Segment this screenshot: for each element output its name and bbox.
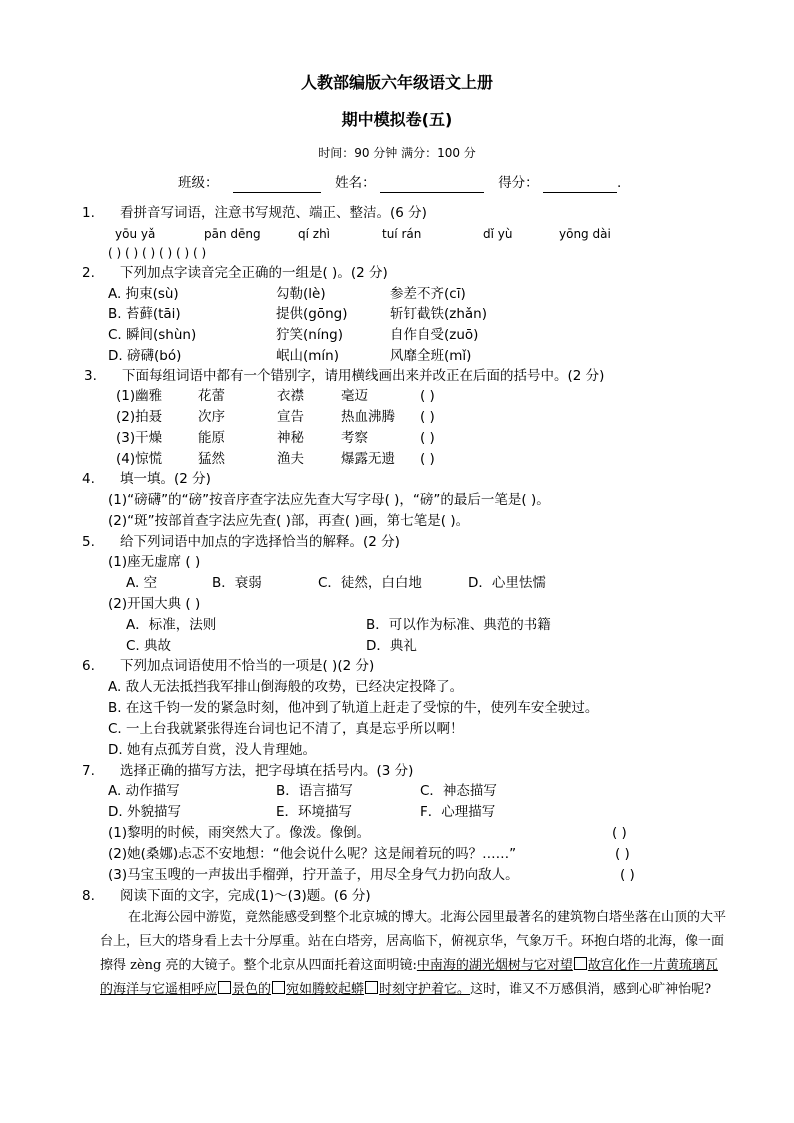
q1-stem: 看拼音写词语，注意书写规范、端正、整洁。(6 分) bbox=[120, 205, 427, 221]
q3-row2-w1: (2)拍聂 bbox=[116, 409, 163, 425]
q3-row4-w4: 爆露无遗 bbox=[341, 451, 395, 467]
q1-pinyin-2: pān dēng bbox=[204, 227, 261, 241]
q3-row2-w3: 宣告 bbox=[277, 409, 304, 425]
q7-method-d: D. 外貌描写 bbox=[108, 804, 181, 820]
q2-option-b-word2: 提供(gōng) bbox=[276, 306, 348, 322]
q7-method-a: A. 动作描写 bbox=[108, 783, 180, 799]
reading-passage bbox=[100, 906, 730, 1002]
q3-row3-w4: 考察 bbox=[341, 430, 368, 446]
q5-sub1-opt-c: C．徒然，白白地 bbox=[318, 575, 422, 591]
underlined-phrase-5: 时刻守护着它。 bbox=[379, 982, 471, 997]
exam-meta: 时间：90 分钟 满分：100 分 bbox=[318, 146, 476, 160]
q7-item-1: (1)黎明的时候，雨突然大了。像泼。像倒。 bbox=[108, 825, 371, 841]
q3-row1-w2: 花蕾 bbox=[198, 388, 225, 404]
underlined-phrase-2: 故宫化作一片黄琉璃瓦的海洋与它遥相呼应 bbox=[100, 958, 718, 997]
name-label: 姓名： bbox=[335, 175, 376, 191]
q1-pinyin-1: yōu yǎ bbox=[115, 227, 156, 241]
q2-option-b-word3: 斩钉截铁(zhǎn) bbox=[390, 306, 488, 322]
q3-row4-answer[interactable]: ( ) bbox=[420, 451, 435, 467]
q3-row4-w2: 猛然 bbox=[198, 451, 225, 467]
q2-number: 2. bbox=[82, 265, 95, 281]
q7-item-2: (2)她(桑娜)忐忑不安地想：“他会说什么呢？这是闹着玩的吗？……” bbox=[108, 846, 517, 862]
q3-row1-w4: 毫迈 bbox=[341, 388, 368, 404]
punctuation-blank-4[interactable] bbox=[365, 981, 378, 994]
q2-option-a-word2: 勾勒(lè) bbox=[276, 286, 326, 302]
q7-number: 7. bbox=[82, 763, 95, 779]
class-label: 班级： bbox=[178, 175, 219, 191]
q2-stem: 下列加点字读音完全正确的一组是( )。(2 分) bbox=[120, 265, 388, 281]
q6-option-d: D. 她有点孤芳自赏，没人肯理她。 bbox=[108, 742, 316, 758]
q2-option-d: D. 磅礴(bó) bbox=[108, 348, 182, 364]
q6-option-b: B. 在这千钧一发的紧急时刻，他冲到了轨道上赶走了受惊的牛，使列车安全驶过。 bbox=[108, 700, 599, 716]
q3-row1-w1: (1)幽雅 bbox=[116, 388, 163, 404]
q3-row2-w2: 次序 bbox=[198, 409, 225, 425]
exam-title: 人教部编版六年级语文上册 bbox=[300, 73, 493, 92]
q3-row1-w3: 衣襟 bbox=[277, 388, 304, 404]
q7-item-2-answer[interactable]: ( ) bbox=[615, 846, 630, 862]
q1-pinyin-3: qí zhì bbox=[298, 227, 331, 241]
q1-pinyin-5: dǐ yù bbox=[483, 227, 513, 241]
q6-option-a: A. 敌人无法抵挡我军排山倒海般的攻势，已经决定投降了。 bbox=[108, 679, 464, 695]
q5-sub2-opt-a: A．标准，法则 bbox=[126, 617, 217, 633]
q3-row3-answer[interactable]: ( ) bbox=[420, 430, 435, 446]
q4-number: 4. bbox=[82, 471, 95, 487]
q3-row2-w4: 热血沸腾 bbox=[341, 409, 395, 425]
q5-sub1-opt-b: B．衰弱 bbox=[212, 575, 262, 591]
q6-stem: 下列加点词语使用不恰当的一项是( )(2 分) bbox=[120, 658, 375, 674]
q5-sub2: (2)开国大典 ( ) bbox=[108, 596, 201, 612]
q3-row4-w3: 渔夫 bbox=[277, 451, 304, 467]
underlined-phrase-4: 宛如腾蛟起蟒 bbox=[286, 982, 365, 997]
q1-pinyin-4: tuí rán bbox=[382, 227, 422, 241]
q2-option-b: B. 苔藓(tāi) bbox=[108, 306, 181, 322]
score-label: 得分： bbox=[498, 175, 539, 191]
q6-option-c: C. 一上台我就紧张得连台词也记不清了，真是忘乎所以啊！ bbox=[108, 721, 464, 737]
q7-item-3-answer[interactable]: ( ) bbox=[620, 867, 635, 883]
underlined-phrase-1: 中南海的湖光烟树与它对望 bbox=[416, 958, 573, 973]
punctuation-blank-3[interactable] bbox=[272, 981, 285, 994]
class-blank[interactable] bbox=[233, 177, 321, 193]
q5-sub2-opt-d: D．典礼 bbox=[366, 638, 417, 654]
q3-stem: 下面每组词语中都有一个错别字，请用横线画出来并改正在后面的括号中。(2 分) bbox=[122, 368, 605, 384]
q5-number: 5. bbox=[82, 534, 95, 550]
q2-option-c-word2: 狞笑(níng) bbox=[276, 327, 343, 343]
q3-row2-answer[interactable]: ( ) bbox=[420, 409, 435, 425]
q3-row3-w1: (3)干燥 bbox=[116, 430, 163, 446]
q2-option-d-word2: 岷山(mín) bbox=[276, 348, 339, 364]
name-blank[interactable] bbox=[380, 177, 484, 193]
passage-text-2: 这时，谁又不万感俱消，感到心旷神怡呢? bbox=[470, 982, 712, 997]
student-info-row: 班级： 姓名： 得分： . bbox=[178, 175, 622, 191]
q8-number: 8. bbox=[82, 888, 95, 904]
q5-stem: 给下列词语中加点的字选择恰当的解释。(2 分) bbox=[120, 534, 400, 550]
score-blank[interactable] bbox=[543, 177, 617, 193]
underlined-phrase-3: 景色的 bbox=[232, 982, 272, 997]
q3-row3-w2: 能原 bbox=[198, 430, 225, 446]
q1-number: 1. bbox=[82, 205, 95, 221]
q7-item-1-answer[interactable]: ( ) bbox=[612, 825, 627, 841]
q4-line1: (1)“磅礴”的“磅”按音序查字法应先查大写字母( )，“磅”的最后一笔是( )。 bbox=[108, 492, 550, 508]
q5-sub2-opt-c: C. 典故 bbox=[126, 638, 172, 654]
q2-option-c: C. 瞬间(shùn) bbox=[108, 327, 197, 343]
passage-text-1: 在北海公园中游览，竟然能感受到整个北京城的博大。北海公园里最著名的建筑物白塔坐落在山顶的大平台上，巨大的塔身看上去十分厚重。站在白塔旁，居高临下，俯视京华，气象万千。环抱白塔的北海，像一面擦得 zèng 亮的大镜子。整个北京从四面托着这面明镜: bbox=[100, 910, 727, 973]
q5-sub1: (1)座无虚席 ( ) bbox=[108, 554, 201, 570]
q7-stem: 选择正确的描写方法，把字母填在括号内。(3 分) bbox=[120, 763, 414, 779]
q5-sub2-opt-b: B．可以作为标准、典范的书籍 bbox=[366, 617, 551, 633]
q7-method-e: E．环境描写 bbox=[276, 804, 353, 820]
q5-sub1-opt-a: A. 空 bbox=[126, 575, 158, 591]
q2-option-a: A. 拘束(sù) bbox=[108, 286, 179, 302]
q2-option-a-word3: 参差不齐(cī) bbox=[390, 286, 466, 302]
q3-number: 3. bbox=[84, 368, 97, 384]
q4-stem: 填一填。(2 分) bbox=[120, 471, 211, 487]
q3-row4-w1: (4)惊慌 bbox=[116, 451, 163, 467]
q7-method-f: F．心理描写 bbox=[420, 804, 496, 820]
q3-row1-answer[interactable]: ( ) bbox=[420, 388, 435, 404]
q2-option-d-word3: 风靡全班(mǐ) bbox=[390, 348, 472, 364]
q7-method-c: C．神态描写 bbox=[420, 783, 497, 799]
q6-number: 6. bbox=[82, 658, 95, 674]
exam-subtitle: 期中模拟卷(五) bbox=[341, 110, 453, 129]
q5-sub1-opt-d: D．心里怯懦 bbox=[468, 575, 546, 591]
punctuation-blank-2[interactable] bbox=[218, 981, 231, 994]
q3-row3-w3: 神秘 bbox=[277, 430, 304, 446]
q7-item-3: (3)马宝玉嗖的一声拔出手榴弹，拧开盖子，用尽全身气力扔向敌人。 bbox=[108, 867, 519, 883]
q4-line2: (2)“斑”按部首查字法应先查( )部，再查( )画，第七笔是( )。 bbox=[108, 513, 470, 529]
q7-method-b: B．语言描写 bbox=[276, 783, 353, 799]
punctuation-blank-1[interactable] bbox=[574, 957, 587, 970]
q1-pinyin-6: yōng dài bbox=[559, 227, 611, 241]
q8-stem: 阅读下面的文字，完成(1)～(3)题。(6 分) bbox=[120, 888, 371, 904]
q2-option-c-word3: 自作自受(zuō) bbox=[390, 327, 479, 343]
q1-answer-parens[interactable]: ( ) ( ) ( ) ( ) ( ) ( ) bbox=[108, 246, 207, 260]
